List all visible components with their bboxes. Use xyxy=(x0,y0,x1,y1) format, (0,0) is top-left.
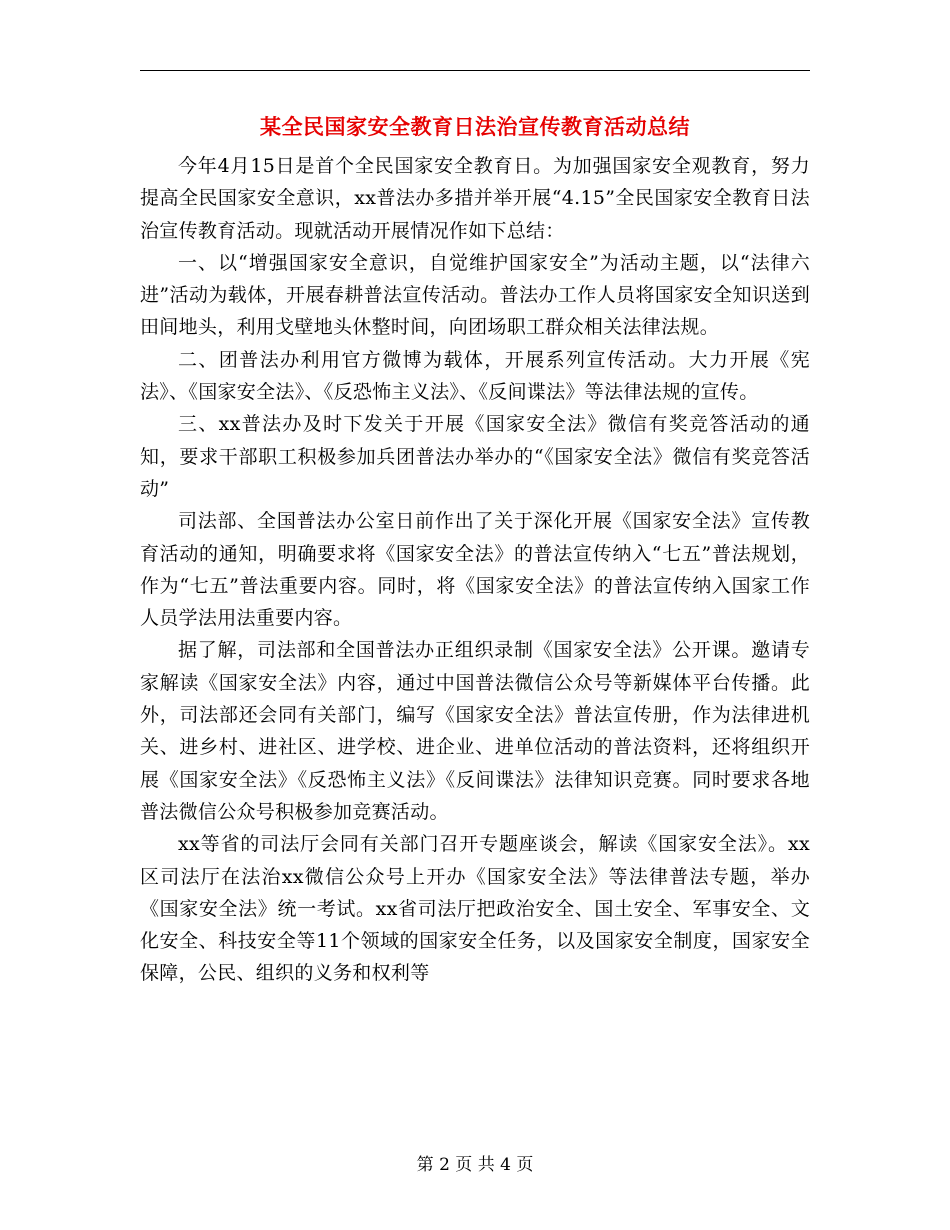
paragraph-open-course: 据了解，司法部和全国普法办正组织录制《国家安全法》公开课。邀请专家解读《国家安全法》内容，通过中国普法微信公众号等新媒体平台传播。此外，司法部还会同有关部门，编写《国家安全法》普法宣传册，作为法律进机关、进乡村、进社区、进学校、进企业、进单位活动的普法资料，还将组织开展《国家安全法》《反恐怖主义法》《反间谍法》法律知识竞赛。同时要求各地普法微信公众号积极参加竞赛活动。 xyxy=(140,639,810,823)
page-number-footer: 第 2 页 共 4 页 xyxy=(416,1155,534,1175)
document-title: 某全民国家安全教育日法治宣传教育活动总结 xyxy=(260,114,690,139)
document-body xyxy=(140,150,810,990)
paragraph-intro: 今年4月15日是首个全民国家安全教育日。为加强国家安全观教育，努力提高全民国家安全意识，xx普法办多措并举开展“4.15”全民国家安全教育日法治宣传教育活动。现就活动开展情况作如下总结： xyxy=(140,155,810,242)
paragraph-item-3: 三、xx普法办及时下发关于开展《国家安全法》微信有奖竞答活动的通知，要求干部职工积极参加兵团普法办举办的“《国家安全法》微信有奖竞答活动” xyxy=(140,413,810,500)
paragraph-item-1: 一、以“增强国家安全意识，自觉维护国家安全”为活动主题，以“法律六进”活动为载体，开展春耕普法宣传活动。普法办工作人员将国家安全知识送到田间地头，利用戈壁地头休整时间，向团场职工群众相关法律法规。 xyxy=(140,251,810,339)
header-rule xyxy=(140,70,810,71)
paragraph-provincial: xx等省的司法厅会同有关部门召开专题座谈会，解读《国家安全法》。xx区司法厅在法治xx微信公众号上开办《国家安全法》等法律普法专题，举办《国家安全法》统一考试。xx省司法厅把政治安全、国土安全、军事安全、文化安全、科技安全等11个领域的国家安全任务，以及国家安全制度，国家安全保障，公民、组织的义务和权利等 xyxy=(140,833,810,985)
paragraph-ministry-notice: 司法部、全国普法办公室日前作出了关于深化开展《国家安全法》宣传教育活动的通知，明确要求将《国家安全法》的普法宣传纳入“七五”普法规划，作为“七五”普法重要内容。同时，将《国家安全法》的普法宣传纳入国家工作人员学法用法重要内容。 xyxy=(140,510,810,630)
paragraph-item-2: 二、团普法办利用官方微博为载体，开展系列宣传活动。大力开展《宪法》、《国家安全法》、《反恐怖主义法》、《反间谍法》等法律法规的宣传。 xyxy=(140,348,810,404)
